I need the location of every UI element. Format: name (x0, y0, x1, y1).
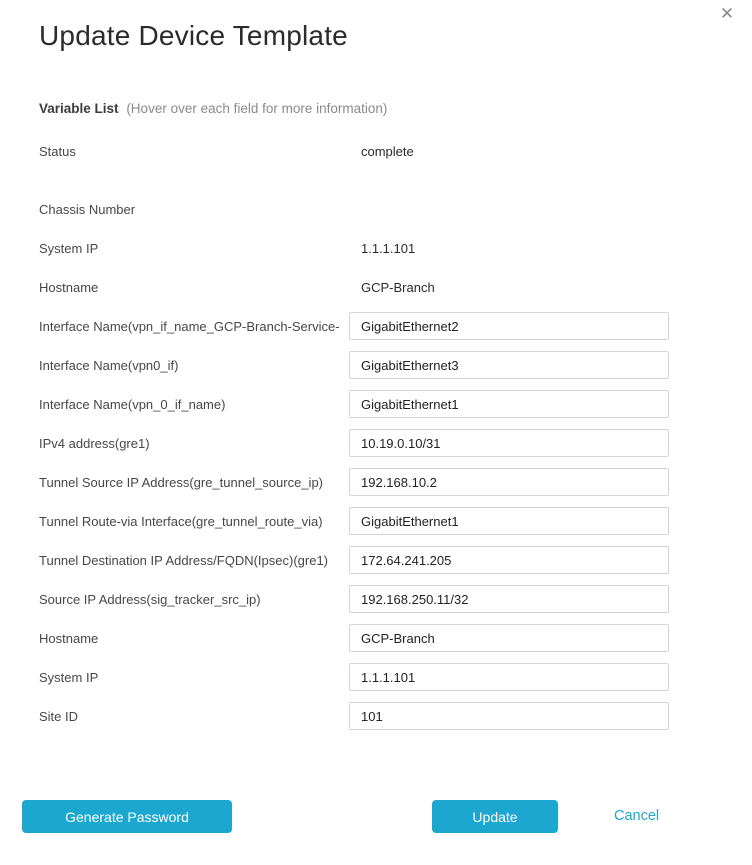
variable-row (39, 312, 752, 340)
variable-row (39, 507, 752, 535)
variable-row (39, 273, 752, 301)
variable-row (39, 351, 752, 379)
variable-label: Status (39, 143, 76, 159)
variable-input[interactable] (349, 429, 669, 457)
variable-label: Site ID (39, 708, 79, 724)
variable-row (39, 546, 752, 574)
cancel-link[interactable]: Cancel (614, 808, 660, 824)
variable-input[interactable] (349, 312, 669, 340)
variable-input[interactable] (349, 468, 669, 496)
variable-input[interactable] (349, 390, 669, 418)
variable-row (39, 234, 752, 262)
variable-label: Tunnel Destination IP Address/FQDN(Ipsec)(gre1) (39, 552, 329, 568)
variable-list-label: Variable List (39, 101, 119, 116)
page-title: Update Device Template (39, 20, 348, 51)
variable-input[interactable] (349, 702, 669, 730)
variable-label: Hostname (39, 630, 99, 646)
variable-label: Source IP Address(sig_tracker_src_ip) (39, 591, 261, 607)
variable-value: 1.1.1.101 (361, 240, 416, 256)
variable-input[interactable] (349, 351, 669, 379)
update-button[interactable]: Update (432, 800, 558, 833)
variable-row (39, 429, 752, 457)
variable-row (39, 624, 752, 652)
dialog-footer (0, 800, 752, 834)
variable-input[interactable] (349, 624, 669, 652)
variable-list-hint: (Hover over each field for more information) (126, 101, 388, 116)
variable-row (39, 468, 752, 496)
variable-row (39, 663, 752, 691)
variable-input[interactable] (349, 585, 669, 613)
variable-input[interactable] (349, 507, 669, 535)
generate-password-button[interactable]: Generate Password (22, 800, 232, 833)
variable-label: Tunnel Route-via Interface(gre_tunnel_route_via) (39, 513, 323, 529)
variable-label: Tunnel Source IP Address(gre_tunnel_source_ip) (39, 474, 324, 490)
variable-label: System IP (39, 669, 99, 685)
variable-row (39, 195, 752, 223)
variable-value: complete (361, 143, 414, 159)
variable-row (39, 702, 752, 730)
variable-label: Interface Name(vpn_if_name_GCP-Branch-Service- (39, 318, 340, 334)
variable-label: Interface Name(vpn0_if) (39, 357, 179, 373)
variable-row (39, 137, 752, 165)
variable-label: Chassis Number (39, 201, 136, 217)
variable-input[interactable] (349, 546, 669, 574)
variable-value: GCP-Branch (361, 279, 435, 295)
variable-rows (0, 137, 752, 730)
variable-row (39, 585, 752, 613)
variable-row (39, 390, 752, 418)
variable-label: System IP (39, 240, 99, 256)
variable-label: Interface Name(vpn_0_if_name) (39, 396, 226, 412)
variable-input[interactable] (349, 663, 669, 691)
variable-label: IPv4 address(gre1) (39, 435, 150, 451)
variable-label: Hostname (39, 279, 99, 295)
variable-list-heading (0, 52, 752, 116)
close-icon[interactable]: ✕ (719, 4, 735, 23)
